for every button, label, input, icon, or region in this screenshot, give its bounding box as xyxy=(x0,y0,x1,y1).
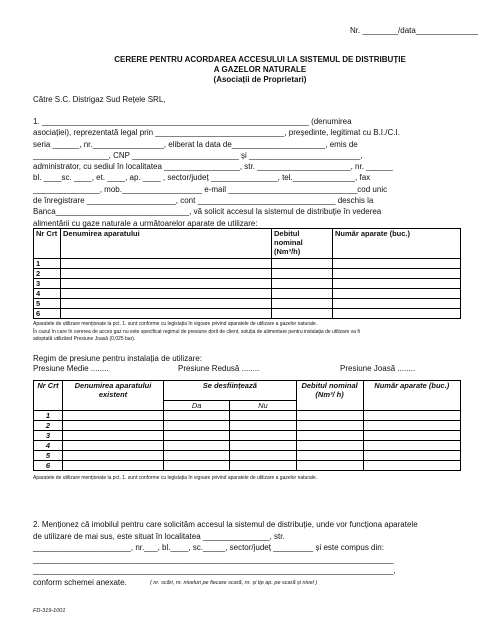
flow-cell[interactable] xyxy=(272,269,333,279)
table-header-count: Număr aparate (buc.) xyxy=(333,229,461,259)
table2-header-appliance: Denumirea aparatului existent xyxy=(63,381,164,411)
section-1-line: Banca______________________________, vă solicit accesul la sistemul de distribuție în vederea xyxy=(33,207,382,217)
appliance-cell[interactable] xyxy=(63,441,164,451)
yes-cell[interactable] xyxy=(164,461,230,471)
table-row-number: 1 xyxy=(34,411,63,421)
count-cell[interactable] xyxy=(363,441,460,451)
no-cell[interactable] xyxy=(230,441,296,451)
flow-cell[interactable] xyxy=(272,309,333,319)
section-1 xyxy=(33,117,463,230)
appliance-cell[interactable] xyxy=(61,309,272,319)
table-row-number: 2 xyxy=(34,269,61,279)
pressure-option-reduced[interactable]: Presiune Redusă ........ xyxy=(178,364,260,373)
count-cell[interactable] xyxy=(363,431,460,441)
flow-cell[interactable] xyxy=(296,451,363,461)
section-1-line: 1. ____________________________________________________________ (denumirea xyxy=(33,117,352,126)
count-cell[interactable] xyxy=(363,461,460,471)
appliance-cell[interactable] xyxy=(63,411,164,421)
table-1-note: Aparatele de utilizare menționate la pct. 1. sunt conforme cu legislația în vigoare privind aparatele de utilizare a gazelor naturale. xyxy=(33,321,318,327)
section-2-line: conform schemei anexate. xyxy=(33,577,127,587)
form-subtitle: A GAZELOR NATURALE xyxy=(213,65,307,74)
table-row-number: 4 xyxy=(34,441,63,451)
appliance-cell[interactable] xyxy=(61,289,272,299)
table-row-number: 6 xyxy=(34,461,63,471)
table-row-number: 6 xyxy=(34,309,61,319)
table2-header-decommission: Se desființează xyxy=(164,381,297,401)
section-2-line: ______________________, nr.___, bl.____, sc._____, sector/județ _________ și este compus din: xyxy=(33,543,384,552)
table-header-appliance: Denumirea aparatului xyxy=(61,229,272,259)
section-1-line: alimentării cu gaze naturale a următoarelor aparate de utilizare: xyxy=(33,218,258,228)
count-cell[interactable] xyxy=(333,279,461,289)
appliance-cell[interactable] xyxy=(63,421,164,431)
pressure-option-low[interactable]: Presiune Joasă ........ xyxy=(340,364,416,373)
table-row-number: 4 xyxy=(34,289,61,299)
form-title: CERERE PENTRU ACORDAREA ACCESULUI LA SISTEMUL DE DISTRIBUȚIE xyxy=(114,55,406,64)
yes-cell[interactable] xyxy=(164,421,230,431)
yes-cell[interactable] xyxy=(164,441,230,451)
yes-cell[interactable] xyxy=(164,451,230,461)
pressure-note: În cazul în care în cererea de acces gaz nu este specificat regimul de presiune dorit de client, soluția de alimentare pentru instalația de utilizare va fi xyxy=(33,329,360,335)
count-cell[interactable] xyxy=(363,451,460,461)
table2-header-nr: Nr Crt xyxy=(34,381,63,411)
no-cell[interactable] xyxy=(230,461,296,471)
section-1-line: _________________, CNP ________________________ și _________________________, xyxy=(33,150,363,160)
appliances-table xyxy=(33,228,461,319)
table-header-flow: Debitul nominal (Nm³/h) xyxy=(272,229,333,259)
count-cell[interactable] xyxy=(333,289,461,299)
addressee: Către S.C. Distrigaz Sud Rețele SRL, xyxy=(33,95,166,104)
section-2 xyxy=(33,520,463,589)
section-1-line: _______________, mob.__________________ e-mail _____________________________cod unic xyxy=(33,184,388,194)
pressure-regime-label: Regim de presiune pentru instalația de utilizare: xyxy=(33,354,202,363)
table-row-number: 5 xyxy=(34,299,61,309)
appliance-cell[interactable] xyxy=(61,299,272,309)
flow-cell[interactable] xyxy=(272,259,333,269)
section-2-line: _________________________________________________________________________________ xyxy=(33,554,394,564)
section-1-line: asociației), reprezentată legal prin _____________________________, președinte, legitimat cu B.I./C.I. xyxy=(33,128,400,138)
yes-cell[interactable] xyxy=(164,431,230,441)
no-cell[interactable] xyxy=(230,451,296,461)
appliance-cell[interactable] xyxy=(61,269,272,279)
section-2-line: 2. Menționez că imobilul pentru care solicităm accesul la sistemul de distribuție, unde vor funcționa aparatele xyxy=(33,520,418,529)
section-1-line: de înregistrare ____________________, cont _______________________________ deschis la xyxy=(33,196,374,206)
table-row-number: 3 xyxy=(34,279,61,289)
yes-cell[interactable] xyxy=(164,411,230,421)
flow-cell[interactable] xyxy=(272,279,333,289)
flow-cell[interactable] xyxy=(296,461,363,471)
section-1-line: seria ______, nr.________________, eliberat la data de_____________________, emis de xyxy=(33,139,358,149)
pressure-option-medium[interactable]: Presiune Medie ........ xyxy=(33,364,109,373)
table-row-number: 2 xyxy=(34,421,63,431)
table-row-number: 3 xyxy=(34,431,63,441)
table-row-number: 5 xyxy=(34,451,63,461)
count-cell[interactable] xyxy=(333,269,461,279)
section-1-line: administrator, cu sediul în localitatea _________________, str. _____________________, nr. ______ xyxy=(33,162,393,172)
appliance-cell[interactable] xyxy=(63,461,164,471)
appliance-cell[interactable] xyxy=(61,279,272,289)
table-header-nr: Nr Crt xyxy=(34,229,61,259)
table2-subheader-yes: Da xyxy=(164,401,230,411)
flow-cell[interactable] xyxy=(272,299,333,309)
form-code: FD-319-1001 xyxy=(33,608,66,614)
count-cell[interactable] xyxy=(333,309,461,319)
table2-header-flow: Debitul nominal (Nm³/ h) xyxy=(296,381,363,411)
registration-number-line: Nr. ________/data______________ xyxy=(350,26,479,35)
table2-header-count: Număr aparate (buc.) xyxy=(363,381,460,411)
count-cell[interactable] xyxy=(333,299,461,309)
flow-cell[interactable] xyxy=(296,441,363,451)
form-subtitle-2: (Asociații de Proprietari) xyxy=(213,75,307,84)
flow-cell[interactable] xyxy=(296,411,363,421)
flow-cell[interactable] xyxy=(272,289,333,299)
no-cell[interactable] xyxy=(230,411,296,421)
section-1-line: bl. ____sc. ____, et. ____, ap. ____ , sector/județ _______________, tel.______________, fax xyxy=(33,173,371,183)
table-row-number: 1 xyxy=(34,259,61,269)
appliance-cell[interactable] xyxy=(63,431,164,441)
flow-cell[interactable] xyxy=(296,431,363,441)
no-cell[interactable] xyxy=(230,421,296,431)
count-cell[interactable] xyxy=(363,421,460,431)
existing-appliances-table xyxy=(33,380,461,471)
table-2-note: Aparatele de utilizare menționate la pct. 1. sunt conforme cu legislația în vigoare privind aparatele de utilizare a gazelor naturale. xyxy=(33,475,318,481)
count-cell[interactable] xyxy=(363,411,460,421)
section-2-line: _________________________________________________________________________________, xyxy=(33,566,396,575)
appliance-cell[interactable] xyxy=(61,259,272,269)
flow-cell[interactable] xyxy=(296,421,363,431)
count-cell[interactable] xyxy=(333,259,461,269)
no-cell[interactable] xyxy=(230,431,296,441)
table2-subheader-no: Nu xyxy=(230,401,296,411)
appliance-cell[interactable] xyxy=(63,451,164,461)
pressure-note-2: adoptată utilizând Presiune Joasă (0,025 bar). xyxy=(33,336,136,342)
section-2-hint: ( nr. scări, nr. niveluri pe fiecare scară, nr. și tip ap. pe scară și nivel ) xyxy=(150,580,318,586)
section-2-line: de utilizare de mai sus, este situat în localitatea _______________, str. xyxy=(33,531,285,541)
